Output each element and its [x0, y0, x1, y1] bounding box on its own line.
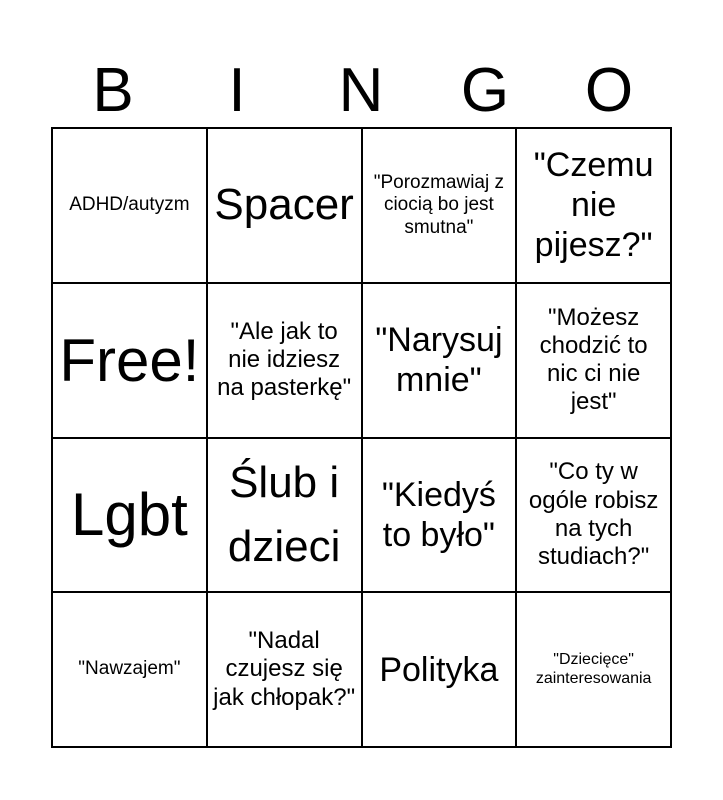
bingo-cell[interactable]: [208, 129, 363, 284]
cell-label: ADHD/autyzm: [69, 194, 190, 216]
bingo-header: [51, 56, 671, 126]
bingo-cell[interactable]: [208, 593, 363, 748]
bingo-cell[interactable]: [363, 284, 518, 439]
bingo-cell-free[interactable]: [53, 284, 208, 439]
cell-label: "Nadal czujesz się jak chłopak?": [213, 627, 356, 711]
cell-label: "Ale jak to nie idziesz na pasterkę": [217, 317, 352, 402]
bingo-cell[interactable]: [53, 439, 208, 594]
bingo-cell[interactable]: [363, 129, 518, 284]
bingo-cell[interactable]: [363, 439, 518, 594]
bingo-cell[interactable]: [517, 129, 672, 284]
header-letter-o: O: [584, 56, 634, 125]
header-letter-b: B: [92, 56, 134, 125]
cell-label: Ślub i dzieci: [227, 458, 341, 571]
header-letter-n: N: [338, 56, 384, 125]
cell-label: "Dziecięce" zainteresowania: [535, 650, 652, 687]
cell-label: "Kiedyś to było": [381, 475, 496, 554]
bingo-cell[interactable]: [53, 129, 208, 284]
bingo-board: [51, 127, 672, 748]
cell-label: Lgbt: [70, 481, 188, 549]
cell-label: "Co ty w ogóle robisz na tych studiach?": [528, 458, 659, 571]
bingo-cell[interactable]: [517, 439, 672, 594]
cell-label: "Narysuj mnie": [375, 321, 503, 400]
cell-label: "Czemu nie pijesz?": [533, 146, 654, 265]
bingo-cell[interactable]: [53, 593, 208, 748]
header-letter-i: I: [228, 56, 246, 125]
bingo-cell[interactable]: [517, 284, 672, 439]
cell-label: Free!: [59, 326, 200, 394]
cell-label: "Możesz chodzić to nic ci nie jest": [539, 303, 648, 416]
cell-label: Polityka: [379, 650, 499, 689]
header-letter-g: G: [460, 56, 510, 125]
bingo-cell[interactable]: [208, 439, 363, 594]
cell-label: Spacer: [214, 180, 354, 230]
bingo-cell[interactable]: [363, 593, 518, 748]
cell-label: "Porozmawiaj z ciocią bo jest smutna": [373, 171, 505, 238]
bingo-cell[interactable]: [517, 593, 672, 748]
bingo-cell[interactable]: [208, 284, 363, 439]
cell-label: "Nawzajem": [78, 658, 181, 680]
